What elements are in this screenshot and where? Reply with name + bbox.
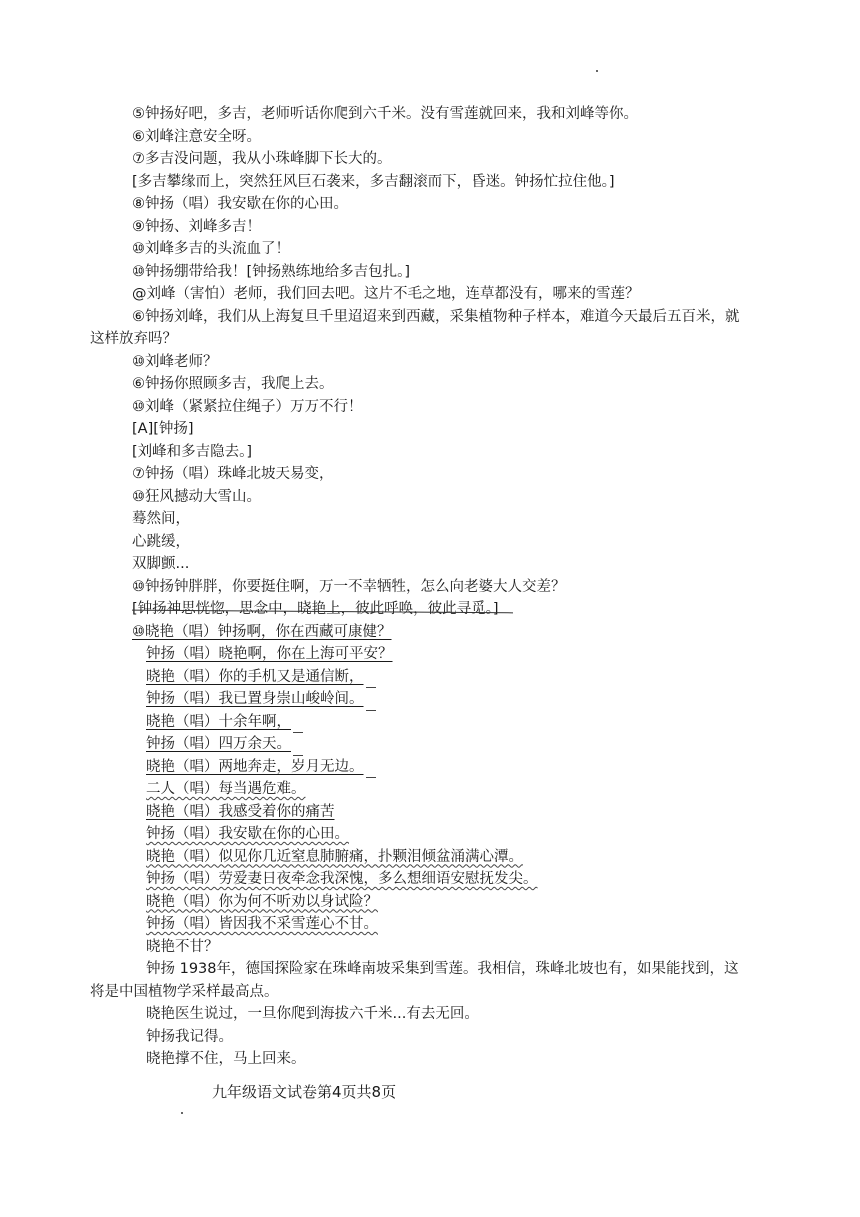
text-line: ⑥钟扬你照顾多吉，我爬上去。 bbox=[132, 376, 334, 392]
text-line: ⑥刘峰注意安全呀。 bbox=[132, 128, 261, 145]
duet-line: 钟扬（唱）四万余天。 bbox=[146, 736, 291, 752]
text-line: 晓艳撑不住，马上回来。 bbox=[146, 1051, 306, 1067]
duet-line: 晓艳（唱）你为何不听劝以身试险？ bbox=[146, 893, 378, 910]
text-line: ⑤钟扬好吧，多吉，老师听话你爬到六千米。没有雪莲就回来，我和刘峰等你。 bbox=[132, 106, 638, 122]
text-line: ⑦钟扬（唱）珠峰北坡天易变， bbox=[132, 466, 334, 482]
scan-speck bbox=[181, 1112, 183, 1114]
scan-speck bbox=[596, 70, 598, 72]
duet-line: ⑩晓艳（唱）钟扬啊，你在西藏可康健？ bbox=[132, 623, 392, 640]
text-line: ⑩刘峰老师？ bbox=[132, 353, 218, 370]
text-line: 晓艳不甘？ bbox=[146, 938, 219, 955]
duet-line: 钟扬（唱）皆因我不采雪莲心不甘。 bbox=[146, 916, 378, 932]
duet-line: 二人（唱）每当遇危难。 bbox=[146, 781, 306, 797]
duet-line: 晓艳（唱）似见你几近窒息肺腑痛，扑颗泪倾盆涌满心潭。 bbox=[146, 848, 523, 865]
page-footer: 九年级语文试卷第4页共8页 bbox=[212, 1083, 397, 1101]
text-line: ⑩刘峰（紧紧拉住绳子）万万不行！ bbox=[132, 398, 363, 415]
text-line: ⑥钟扬刘峰，我们从上海复旦千里迢迢来到西藏，采集植物种子样本，难道今天最后五百米，就 bbox=[132, 308, 740, 325]
text-line: ⑩钟扬钟胖胖，你要挺住啊，万一不幸牺牲，怎么向老婆大人交差？ bbox=[132, 578, 566, 595]
text-line: 钟扬 1938年，德国探险家在珠峰南坡采集到雪莲。我相信，珠峰北坡也有，如果能找到，这 bbox=[146, 961, 739, 977]
duet-line: 晓艳（唱）十余年啊， bbox=[146, 713, 291, 730]
text-line: 双脚颤... bbox=[132, 556, 190, 572]
duet-line: 晓艳（唱）你的手机又是通信断， bbox=[146, 668, 364, 685]
text-line: ⑨钟扬、刘峰多吉！ bbox=[132, 218, 261, 235]
text-line: ⑧钟扬（唱）我安歇在你的心田。 bbox=[132, 196, 348, 212]
blank-marker: [A][钟扬] bbox=[132, 421, 194, 437]
text-line: 蓦然间， bbox=[132, 511, 190, 527]
text-line-continued: 将是中国植物学采样最高点。 bbox=[90, 983, 279, 1000]
text-line: ⑩刘峰多吉的头流血了！ bbox=[132, 241, 290, 257]
text-line: @刘峰（害怕）老师，我们回去吧。这片不毛之地，连草都没有，哪来的雪莲？ bbox=[132, 286, 640, 302]
text-line: ⑩钟扬绷带给我！[钟扬熟练地给多吉包扎。] bbox=[132, 263, 411, 280]
stage-direction: [刘峰和多吉隐去。] bbox=[132, 443, 253, 460]
stage-direction: [多吉攀缘而上，突然狂风巨石袭来，多吉翻滚而下，昏迷。钟扬忙拉住他。] bbox=[132, 173, 615, 190]
text-line: 钟扬我记得。 bbox=[146, 1028, 233, 1045]
duet-line: 钟扬（唱）我安歇在你的心田。 bbox=[146, 826, 349, 842]
duet-line: 钟扬（唱）晓艳啊，你在上海可平安？ bbox=[146, 646, 393, 662]
duet-line: 晓艳（唱）两地奔走，岁月无边。 bbox=[146, 758, 364, 775]
duet-line: 晓艳（唱）我感受着你的痛苦 bbox=[146, 803, 335, 820]
script-text bbox=[0, 103, 860, 1071]
stage-direction-struck: [钟扬神思恍惚，思念中，晓艳上，彼此呼唤，彼此寻觅。] bbox=[132, 598, 499, 621]
duet-line: 钟扬（唱）我已置身崇山峻岭间。 bbox=[146, 691, 364, 707]
text-line: 晓艳医生说过，一旦你爬到海拔六千米...有去无回。 bbox=[146, 1006, 479, 1022]
text-line: ⑩狂风撼动大雪山。 bbox=[132, 488, 261, 505]
text-line-continued: 这样放弃吗？ bbox=[90, 331, 177, 347]
text-line: 心跳缓， bbox=[132, 533, 190, 550]
text-line: ⑦多吉没问题，我从小珠峰脚下长大的。 bbox=[132, 151, 392, 167]
duet-line: 钟扬（唱）劳爱妻日夜牵念我深愧，多么想细语安慰抚发尖。 bbox=[146, 871, 538, 887]
